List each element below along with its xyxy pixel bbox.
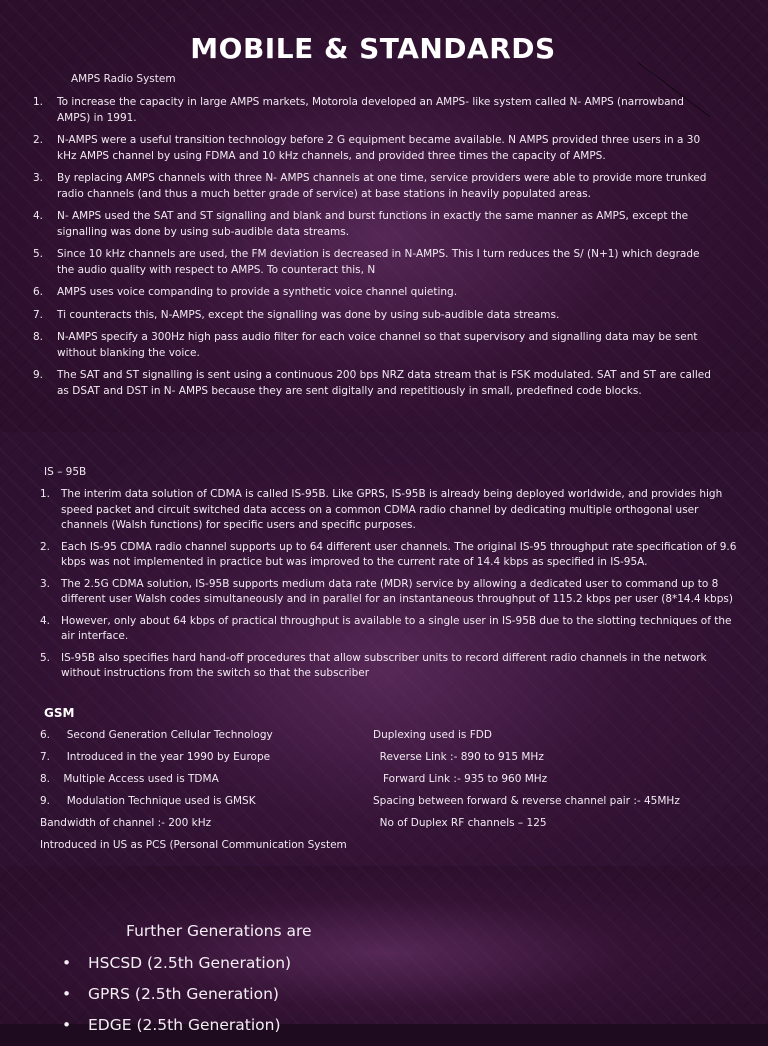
generations-list [62, 953, 291, 1046]
list-item [40, 651, 740, 682]
list-item [33, 368, 718, 399]
section-heading-gsm: GSM [44, 706, 75, 720]
generation-item [62, 953, 291, 984]
gsm-row [40, 749, 740, 765]
slide-is95b-gsm [0, 432, 768, 866]
list-item-number: 7. [33, 308, 44, 321]
list-item-text: The 2.5G CDMA solution, IS-95B supports medium data rate (MDR) service by allowing a dedicated user to command up to 8 different user Walsh codes simultaneously and in parallel for an instantaneous throughput of 115.2 kbps per user (8*14.4 kbps) [61, 577, 733, 605]
gsm-row-right: Reverse Link :- 890 to 915 MHz [373, 751, 544, 763]
section-heading-is95b: IS – 95B [44, 466, 87, 478]
section-heading-amps: AMPS Radio System [71, 73, 176, 85]
gsm-row-right: Spacing between forward & reverse channel pair :- 45MHz [373, 795, 680, 807]
list-item [33, 133, 718, 164]
list-item [33, 209, 718, 240]
list-item-text: Since 10 kHz channels are used, the FM deviation is decreased in N-AMPS. This I turn reduces the S/ (N+1) which degrade the audio quality with respect to AMPS. To counteract this, N [57, 248, 700, 276]
list-item-number: 3. [40, 577, 51, 590]
list-item-number: 4. [33, 210, 44, 222]
list-item [33, 247, 718, 278]
list-item [33, 330, 718, 361]
list-item [40, 577, 740, 608]
generation-item [62, 984, 291, 1015]
list-item [40, 614, 740, 645]
list-item-number: 8. [33, 331, 44, 343]
list-item-number: 5. [33, 248, 44, 260]
list-item-text: Ti counteracts this, N-AMPS, except the signalling was done by using sub-audible data streams. [57, 308, 560, 321]
gsm-row-right: Forward Link :- 935 to 960 MHz [373, 773, 548, 785]
bullet-icon: • [62, 1016, 72, 1034]
list-item-text: By replacing AMPS channels with three N- AMPS channels at one time, service providers were able to provide more trunked radio channels (and thus a much better grade of service) at base stations in heavily populated areas. [57, 172, 707, 200]
list-item-text: The SAT and ST signalling is sent using a continuous 200 bps NRZ data stream that is FSK modulated. SAT and ST are called as DSAT and DST in N- AMPS because they are sent digitally and repetitiously in small, predefined code blocks. [57, 369, 711, 397]
gsm-row-left: 7. Introduced in the year 1990 by Europe [40, 751, 271, 763]
generation-item-text: EDGE (2.5th Generation) [88, 1016, 281, 1034]
bullet-icon: • [62, 954, 72, 972]
gsm-row-left: Introduced in US as PCS (Personal Communication System [40, 839, 347, 851]
list-item-number: 6. [33, 286, 44, 298]
list-item-text: N- AMPS used the SAT and ST signalling and blank and burst functions in exactly the same manner as AMPS, except the signalling was done by using sub-audible data streams. [57, 210, 689, 238]
list-item-number: 1. [40, 488, 51, 500]
gsm-row-right: No of Duplex RF channels – 125 [373, 817, 547, 829]
gsm-row-right: Duplexing used is FDD [373, 729, 492, 741]
slide-amps [0, 0, 768, 432]
is95b-list [40, 487, 740, 688]
gsm-row-left: Bandwidth of channel :- 200 kHz [40, 817, 212, 829]
list-item-text: N-AMPS were a useful transition technology before 2 G equipment became available. N AMPS provided three users in a 30 kHz AMPS channel by using FDMA and 10 kHz channels, and provided three times the capacity of AMPS. [57, 134, 701, 162]
list-item-number: 1. [33, 96, 44, 108]
list-item-text: N-AMPS specify a 300Hz high pass audio filter for each voice channel so that supervisory and signalling data may be sent without blanking the voice. [57, 331, 698, 359]
gsm-row [40, 793, 740, 809]
list-item [33, 285, 718, 301]
generation-item [62, 1015, 291, 1046]
list-item-number: 4. [40, 614, 51, 627]
gsm-row-left: 8. Multiple Access used is TDMA [40, 773, 219, 785]
slide-further-generations [0, 866, 768, 1034]
list-item-text: The interim data solution of CDMA is called IS-95B. Like GPRS, IS-95B is already being deployed worldwide, and provides high speed packet and circuit switched data access on a common CDMA radio channel by dedicating multiple orthogonal user channels (Walsh functions) for specific users and specific purposes. [61, 488, 723, 531]
list-item-number: 2. [33, 134, 44, 146]
gsm-row [40, 815, 740, 831]
bullet-icon: • [62, 985, 72, 1003]
gsm-row-left: 6. Second Generation Cellular Technology [40, 729, 273, 741]
list-item-text: Each IS-95 CDMA radio channel supports up to 64 different user channels. The original IS-95 throughput rate specification of 9.6 kbps was not implemented in practice but was improved to the current rate of 14.4 kbps as specified in IS-95A. [61, 540, 737, 568]
list-item-number: 5. [40, 651, 51, 664]
list-item-text: AMPS uses voice companding to provide a synthetic voice channel quieting. [57, 286, 458, 298]
list-item-text: IS-95B also specifies hard hand-off procedures that allow subscriber units to record different radio channels in the network without instructions from the switch so that the subscriber [61, 651, 707, 679]
list-item-text: To increase the capacity in large AMPS markets, Motorola developed an AMPS- like system called N- AMPS (narrowband AMPS) in 1991. [57, 96, 684, 124]
list-item-number: 2. [40, 540, 51, 553]
list-item [33, 308, 718, 324]
list-item-text: However, only about 64 kbps of practical throughput is available to a single user in IS-95B due to the slotting techniques of the air interface. [61, 614, 732, 642]
amps-list [33, 95, 718, 406]
list-item [33, 171, 718, 202]
list-item [40, 540, 740, 571]
list-item [33, 95, 718, 126]
list-item-number: 3. [33, 172, 44, 184]
list-item [40, 487, 740, 534]
further-generations-title: Further Generations are [126, 922, 312, 940]
gsm-row [40, 771, 740, 787]
gsm-row-left: 9. Modulation Technique used is GMSK [40, 795, 256, 807]
gsm-row [40, 837, 740, 853]
list-item-number: 9. [33, 369, 44, 381]
slide-title: MOBILE & STANDARDS [190, 32, 556, 65]
gsm-row [40, 727, 740, 743]
generation-item-text: GPRS (2.5th Generation) [88, 985, 279, 1003]
generation-item-text: HSCSD (2.5th Generation) [88, 954, 292, 972]
